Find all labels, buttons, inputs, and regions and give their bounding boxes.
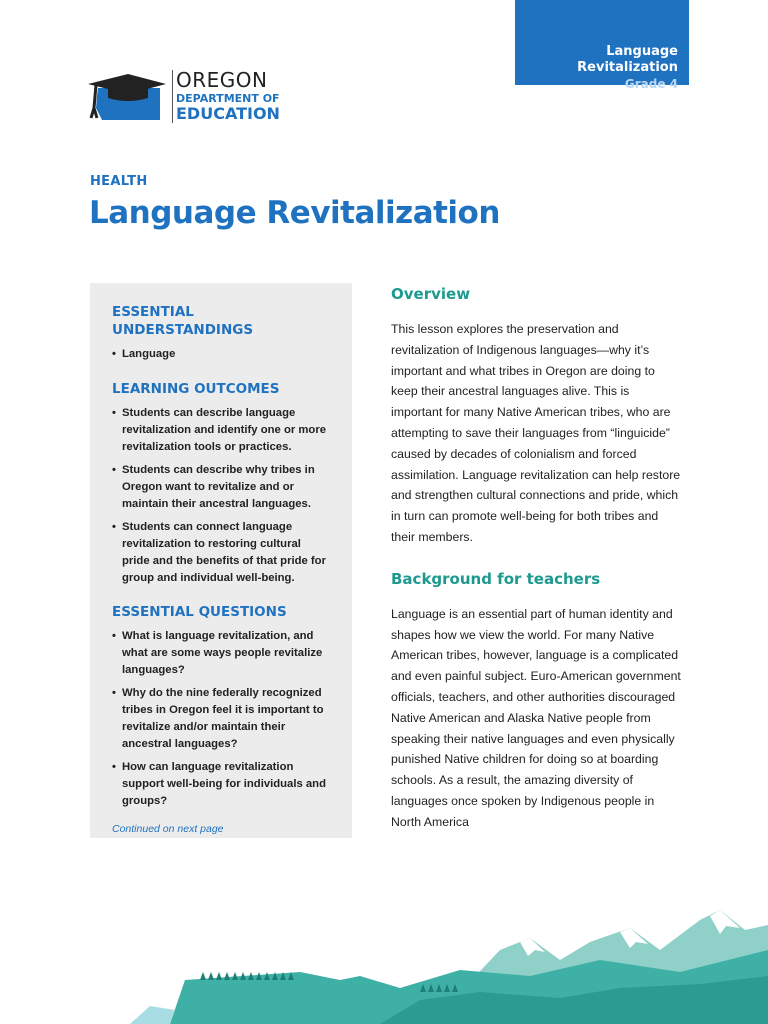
list-item: • What is language revitalization, and what are some ways people revitalize languages? <box>112 628 328 679</box>
logo-education: EDUCATION <box>176 104 280 123</box>
list-item: • How can language revitalization support well-being for individuals and groups? <box>112 759 328 810</box>
continued-note: Continued on next page <box>112 823 224 835</box>
essential-understandings-heading: ESSENTIAL UNDERSTANDINGS <box>112 304 254 338</box>
logo-department: DEPARTMENT OF <box>176 92 280 105</box>
graduation-cap-icon <box>88 68 168 126</box>
learning-outcomes-heading: LEARNING OUTCOMES <box>112 381 280 397</box>
tag-title: Language Revitalization <box>577 44 678 75</box>
list-item: • Students can describe why tribes in Oregon want to revitalize and or maintain their ancestral languages. <box>112 462 328 513</box>
logo-oregon: OREGON <box>176 68 268 92</box>
overview-text: This lesson explores the preservation and revitalization of Indigenous languages—why it’s important and what tribes in Oregon are doing to keep their ancestral languages alive. This is important for many Native American tribes, who are attempting to save their languages from “linguicide” caused by decades of colonialism and forced assimilation. Language revitalization can help restore and strengthen cultural connections and pride, which in turn can promote well-being for both tribes and their members. <box>391 322 681 544</box>
learning-outcomes-list <box>112 405 328 587</box>
essential-questions-list <box>112 628 328 810</box>
page-title: Language Revitalization <box>89 195 500 231</box>
mountain-landscape-illustration <box>0 880 768 1024</box>
tag-grade: Grade 4 <box>624 77 678 91</box>
list-item: • Why do the nine federally recognized tribes in Oregon feel it is important to revitalize and/or maintain their ancestral languages? <box>112 685 328 753</box>
subject-label: HEALTH <box>90 174 148 189</box>
oregon-doe-logo <box>88 68 288 126</box>
logo-divider <box>172 70 173 123</box>
essential-questions-heading: ESSENTIAL QUESTIONS <box>112 604 287 620</box>
background-text: Language is an essential part of human identity and shapes how we view the world. For many Native American tribes, however, language is a complicated and even painful subject. Euro-American government officials, teachers, and other authorities discouraged Native American and Alaska Native people from speaking their native languages and even physically punished Native children for doing so at boarding schools. As a result, the amazing diversity of languages once spoken by Indigenous people in North America <box>391 606 681 829</box>
sidebar-panel <box>90 283 352 838</box>
essential-understandings-list <box>112 346 328 363</box>
document-tag <box>515 0 689 91</box>
overview-heading: Overview <box>391 285 471 303</box>
main-content <box>391 283 681 833</box>
list-item: • Language <box>112 346 328 363</box>
background-heading: Background for teachers <box>391 569 601 588</box>
list-item: • Students can connect language revitalization to restoring cultural pride and the benefits of that pride for group and individual well-being. <box>112 519 328 587</box>
list-item: • Students can describe language revitalization and identify one or more revitalization tools or practices. <box>112 405 328 456</box>
